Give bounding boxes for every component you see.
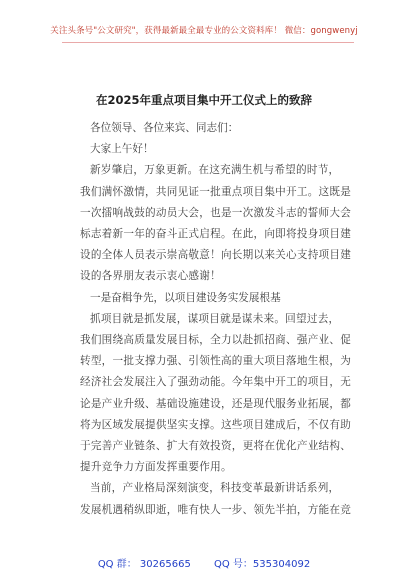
paragraph-line: 论是产业升级、基础设施建设，还是现代服务业拓展，都 bbox=[80, 397, 352, 410]
footer-qq-number: QQ 号：535304092 bbox=[214, 559, 311, 570]
header-banner: 关注头条号"公文研究"，获得最新最全最专业的公文资料库！ 微信：gongwenyj bbox=[50, 26, 358, 36]
footer-qq-group: QQ 群： 30265665 bbox=[97, 559, 191, 570]
paragraph-line: 提升竞争力方面发挥重要作用。 bbox=[80, 461, 232, 474]
salutation: 各位领导、各位来宾、同志们： bbox=[90, 122, 239, 134]
paragraph-line: 将为区域发展提供坚实支撑。这些项目建成后，不仅有助 bbox=[80, 418, 352, 431]
paragraph-line: 一次擂响战鼓的动员大会，也是一次激发斗志的誓师大会 bbox=[80, 206, 352, 219]
paragraph-line: 发展机遇稍纵即逝，唯有快人一步、领先半拍，方能在竞 bbox=[80, 503, 352, 516]
document-body bbox=[80, 118, 352, 521]
paragraph-line: 设的各界朋友表示衷心感谢！ bbox=[80, 270, 221, 283]
header-divider bbox=[62, 42, 354, 43]
paragraph-line: 经济社会发展注入了强劲动能。今年集中开工的项目，无 bbox=[80, 376, 352, 389]
paragraph-line: 于完善产业链条、扩大有效投资，更将在优化产业结构、 bbox=[80, 440, 352, 453]
footer-contact bbox=[0, 555, 408, 570]
paragraph-line: 当前，产业格局深刻演变，科技变革最新讲话系列， bbox=[90, 482, 340, 495]
paragraph-line: 我们满怀激情，共同见证一批重点项目集中开工。这既是 bbox=[80, 185, 352, 198]
section-heading: 一是奋楫争先，以项目建设务实发展根基 bbox=[90, 291, 281, 304]
greeting: 大家上午好！ bbox=[90, 143, 154, 156]
paragraph-line: 我们围绕高质量发展目标，全力以赴抓招商、强产业、促 bbox=[80, 334, 352, 347]
paragraph-line: 新岁肇启，万象更新。在这充满生机与希望的时节， bbox=[90, 164, 340, 177]
paragraph-line: 抓项目就是抓发展，谋项目就是谋未来。回望过去， bbox=[90, 312, 340, 325]
document-title: 在2025年重点项目集中开工仪式上的致辞 bbox=[95, 93, 312, 107]
paragraph-line: 设的全体人员表示崇高敬意！向长期以来关心支持项目建 bbox=[80, 249, 352, 262]
paragraph-line: 标志着新一年的奋斗正式启程。在此，向即将投身项目建 bbox=[80, 228, 352, 241]
paragraph-line: 转型，一批支撑力强、引领性高的重大项目落地生根，为 bbox=[80, 355, 352, 368]
